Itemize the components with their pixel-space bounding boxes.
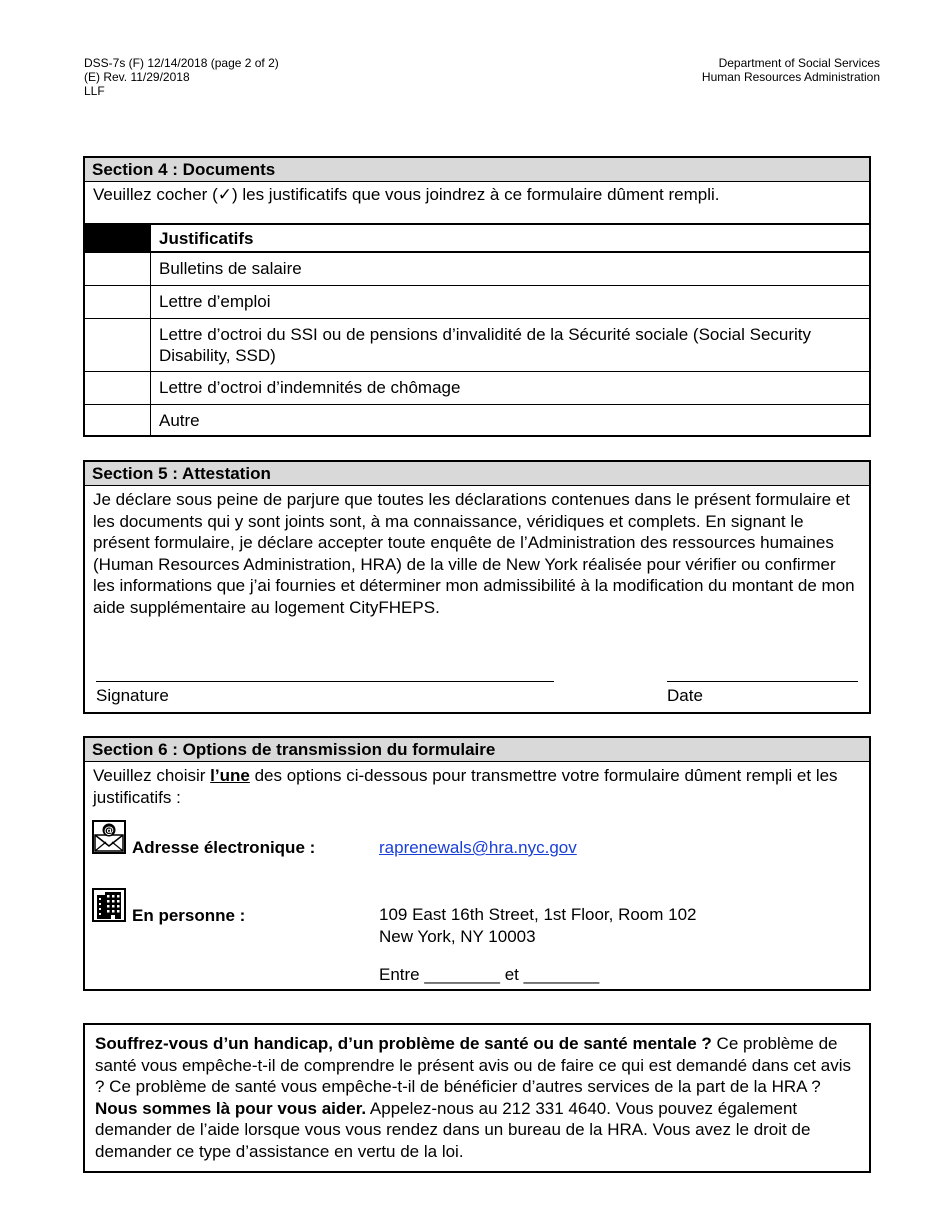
signature-line[interactable] [96,681,554,682]
office-hours-field[interactable]: Entre ________ et ________ [379,965,600,984]
form-id-block [84,56,279,98]
address-line-2: New York, NY 10003 [379,926,536,946]
help-text-2: Appelez-nous au 212 331 4640. Vous pouvez également demander de l’aide lorsque vous vous rendez dans un bureau de la HRA. Vous avez le droit de demander ce type d’assistance en vertu de la loi. [95,1098,811,1161]
table-row [85,404,869,437]
svg-text:@: @ [104,825,114,837]
section-4-documents [83,156,871,437]
checkbox-cell-employment-letter[interactable] [85,285,151,318]
section-6-submission-options [83,736,871,991]
form-revision-line: (E) Rev. 11/29/2018 [84,70,190,84]
intro-text-end: des options ci-dessous pour transmettre votre formulaire dûment rempli et les justificatifs : [93,766,838,807]
section-5-title: Section 5 : Attestation [85,462,869,486]
document-label: Lettre d’octroi d’indemnités de chômage [151,371,870,404]
document-label: Lettre d’emploi [151,285,870,318]
office-address [379,904,697,947]
signature-label: Signature [96,686,169,705]
document-label: Autre [151,404,870,437]
building-icon [92,888,126,922]
intro-emphasis: l’une [210,766,250,785]
email-option-label: Adresse électronique : [132,838,316,857]
form-language-code: LLF [84,84,105,98]
checkbox-cell-pay-stubs[interactable] [85,252,151,285]
document-label: Lettre d’octroi du SSI ou de pensions d’invalidité de la Sécurité sociale (Social Security Disability, SSD) [151,318,870,371]
accessibility-help-box [83,1023,871,1173]
document-label: Bulletins de salaire [151,252,870,285]
table-row [85,318,869,371]
documents-table [85,225,869,437]
table-row [85,371,869,404]
envelope-email-icon [92,820,126,854]
checkbox-cell-unemployment-letter[interactable] [85,371,151,404]
documents-table-header [85,225,869,252]
agency-block [702,56,880,84]
checkbox-cell-other[interactable] [85,404,151,437]
address-line-1: 109 East 16th Street, 1st Floor, Room 102 [379,905,697,924]
header-check-cell [85,225,151,252]
documents-column-header: Justificatifs [151,225,870,252]
section-4-intro: Veuillez cocher (✓) les justificatifs que vous joindrez à ce formulaire dûment rempli. [85,182,869,225]
intro-text-start: Veuillez choisir [93,766,211,785]
checkbox-cell-ssi-ssd-letter[interactable] [85,318,151,371]
attestation-text: Je déclare sous peine de parjure que toutes les déclarations contenues dans le présent formulaire et les documents qui y sont joints sont, à ma connaissance, véridiques et complets. En signant le présent formulaire, je déclare accepter toute enquête de l’Administration des ressources humaines (Human Resources Administration, HRA) de la ville de New York réalisée pour vérifier ou confirmer les informations que j’ai fournies et déterminer mon admissibilité à la modification du montant de mon aide supplémentaire au logement CityFHEPS. [93,490,855,617]
agency-administration: Human Resources Administration [701,70,880,84]
help-question: Souffrez-vous d’un handicap, d’un problème de santé ou de santé mentale ? [95,1034,712,1053]
form-id-line: DSS-7s (F) 12/14/2018 (page 2 of 2) [84,56,279,70]
section-6-intro [85,762,869,808]
agency-department: Department of Social Services [718,56,880,70]
help-emphasis: Nous sommes là pour vous aider. [95,1098,367,1118]
help-text-1: Ce problème de santé vous empêche-t-il de comprendre le présent avis ou de faire ce qui est demandé dans cet avis ? Ce problème de santé vous empêche-t-il de bénéficier d’autres services de la part de la HRA ? [95,1034,851,1096]
in-person-option-label: En personne : [132,906,246,925]
table-row [85,285,869,318]
section-6-title: Section 6 : Options de transmission du formulaire [85,738,869,762]
date-line[interactable] [667,681,858,682]
section-5-attestation [83,460,871,714]
date-label: Date [667,686,703,705]
section-4-title: Section 4 : Documents [85,158,869,182]
email-address-link[interactable]: raprenewals@hra.nyc.gov [379,838,577,857]
table-row [85,252,869,285]
